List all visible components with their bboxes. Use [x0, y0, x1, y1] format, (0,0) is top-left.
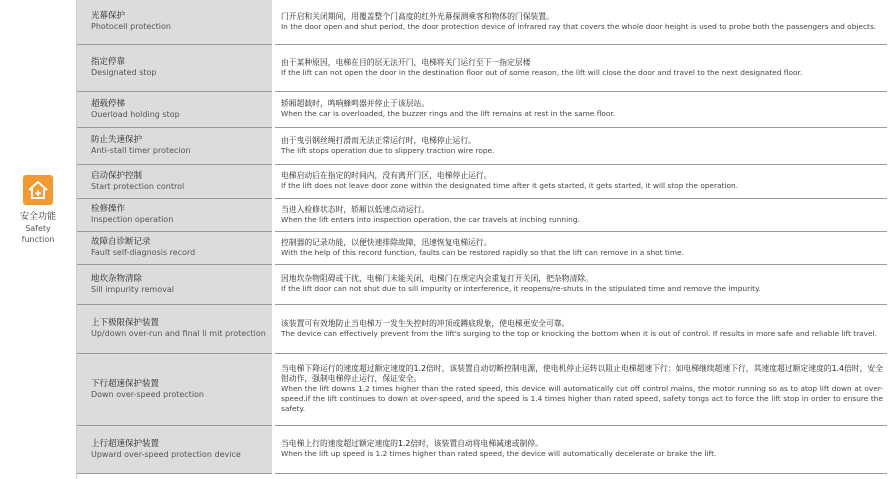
category-title-cn: 安全功能 [19, 212, 56, 222]
feature-desc-cell [274, 264, 888, 304]
feature-name-cell [77, 127, 274, 164]
category-title-en-line2: function [21, 235, 55, 244]
table-row [77, 127, 887, 164]
feature-desc-cell [274, 164, 888, 198]
feature-name-cn: 启动保护控制 [91, 170, 143, 181]
feature-name-en: Inspection operation [91, 215, 174, 224]
feature-desc-cell [274, 127, 888, 164]
feature-name-cell [77, 0, 274, 44]
feature-name-cell [77, 164, 274, 198]
table-row [77, 91, 887, 127]
feature-desc-en: If the lift does not leave door zone within the designated time after it gets started, it gets started, it will stop the operation. [281, 181, 739, 190]
feature-name-cell [77, 304, 274, 353]
table-row [77, 164, 887, 198]
feature-desc-en: When the car is overloaded, the buzzer rings and the lift remains at rest in the same floor. [281, 109, 616, 118]
feature-name-cell [77, 198, 274, 231]
feature-desc-cn: 门开启和关闭期间，用覆盖整个门高度的红外光幕探测乘客和物体的门保装置。 [281, 11, 554, 21]
table-row [77, 231, 887, 264]
house-icon [23, 175, 53, 205]
feature-name-en: Designated stop [91, 68, 157, 77]
feature-desc-cn: 轿厢超载时，鸣响蜂鸣器并停止于该层站。 [281, 99, 430, 108]
feature-desc-cn: 当进入检修状态时，轿厢以低速点动运行。 [281, 204, 430, 214]
table-row [77, 353, 887, 425]
feature-name-cn: 故障自诊断记录 [91, 237, 151, 247]
category-label-group [0, 175, 76, 245]
feature-desc-cn: 因地坎杂物阻碍或干扰，电梯门未能关闭，电梯门在规定内会重复打开关闭，把杂物清除。 [281, 274, 593, 283]
feature-name-en: Down over-speed protection [91, 389, 205, 399]
category-panel [0, 0, 77, 479]
table-row [77, 44, 887, 91]
feature-desc-cn: 当电梯上行的速度超过额定速度的1.2倍时，该装置自动将电梯减速或制停。 [281, 439, 543, 448]
feature-name-cell [77, 44, 274, 91]
safety-features-table [77, 0, 887, 474]
feature-name-cell [77, 231, 274, 264]
feature-desc-en: The lift stops operation due to slippery traction wire rope. [281, 145, 495, 155]
table-row [77, 264, 887, 304]
feature-desc-cell [274, 91, 888, 127]
feature-desc-en: When the lift downs 1.2 times higher than the rated speed, this device will automatically cut off control mains, the motor running so as to atop lift down at over-speed.if the lift continues to down at over-speed, and the speed is 1.4 times higher than rated speed, safety tongs act to force the lift stop in order to ensure the safety. [281, 384, 883, 413]
feature-desc-cell [274, 425, 888, 473]
feature-name-en: Up/down over-run and final li mit protection [91, 329, 266, 338]
feature-desc-cn: 该装置可有效地防止当电梯万一发生失控时的冲顶或蹲底现象，使电梯更安全可靠。 [281, 318, 570, 328]
table-row [77, 0, 887, 44]
feature-desc-cn: 控制器的记录功能，以便快速排除故障，迅速恢复电梯运行。 [281, 237, 492, 247]
feature-desc-en: If the lift door can not shut due to sill impurity or interference, it reopens/re-shuts in the stipulated time and remove the impurity. [281, 284, 761, 293]
feature-name-cell [77, 353, 274, 425]
feature-name-en: Start protection control [91, 181, 185, 191]
feature-name-cn: 上下极限保护装置 [91, 318, 160, 328]
feature-desc-en: If the lift can not open the door in the destination floor out of some reason, the lift will close the door and travel to the next designated floor. [281, 67, 803, 77]
feature-name-en: Anti-stall timer protecion [91, 146, 191, 155]
feature-desc-cn: 当电梯下降运行的速度超过额定速度的1.2倍时，该装置自动切断控制电源，使电机停止运转以阻止电梯超速下行：如电梯继续超速下行，其速度超过额定速度的1.4倍时，安全钳动作，强制电梯停止运行，保证安全。 [281, 364, 883, 383]
feature-name-cn: 指定停靠 [91, 57, 126, 67]
feature-desc-en: With the help of this record function, faults can be restored rapidly so that the lift can remove in a shot time. [281, 247, 684, 257]
feature-desc-en: In the door open and shut period, the door protection device of infrared ray that covers the whole door height is used to probe both the passengers and objects. [281, 21, 877, 31]
feature-desc-cell [274, 44, 888, 91]
feature-name-cell [77, 91, 274, 127]
table-row [77, 304, 887, 353]
feature-name-cell [77, 264, 274, 304]
feature-desc-en: When the lift enters into inspection operation, the car travels at inching running. [281, 214, 580, 224]
feature-desc-cell [274, 304, 888, 353]
feature-desc-cn: 电梯启动后在指定的时间内，没有离开门区，电梯停止运行。 [281, 171, 492, 180]
feature-desc-cell [274, 231, 888, 264]
feature-desc-cell [274, 198, 888, 231]
feature-name-cn: 检修操作 [91, 204, 126, 214]
feature-desc-en: When the lift up speed is 1.2 times higher than rated speed, the device will automatically decelerate or brake the lift. [281, 449, 717, 458]
feature-name-en: Upward over-speed protection device [91, 449, 241, 459]
feature-name-cn: 超载停梯 [91, 98, 126, 109]
feature-desc-cell [274, 353, 888, 425]
feature-desc-cell [274, 0, 888, 44]
feature-desc-cn: 由于某种原因，电梯在目的层无法开门，电梯将关门运行至下一指定层楼 [281, 57, 531, 67]
feature-name-en: Fault self-diagnosis record [91, 248, 196, 257]
table-row [77, 198, 887, 231]
feature-name-cn: 下行超速保护装置 [91, 378, 160, 389]
feature-name-cn: 上行超速保护装置 [91, 438, 160, 449]
feature-name-en: Sill impurity removal [91, 284, 174, 294]
feature-desc-en: The device can effectively prevent from the lift's surging to the top or knocking the bottom when it is out of control. If results in more safe and reliable lift travel. [281, 328, 878, 338]
category-title-en-line1: Safety [25, 224, 51, 233]
feature-desc-cn: 由于曳引钢丝绳打滑而无法正常运行时，电梯停止运行。 [281, 135, 476, 145]
feature-name-en: Photocell protection [91, 22, 171, 32]
feature-name-en: Ouerload holding stop [91, 109, 180, 119]
feature-name-cn: 光幕保护 [91, 11, 126, 22]
feature-name-cn: 防止失速保护 [91, 135, 143, 145]
feature-name-cn: 地坎杂物清除 [91, 273, 143, 284]
feature-name-cell [77, 425, 274, 473]
table-row [77, 425, 887, 473]
